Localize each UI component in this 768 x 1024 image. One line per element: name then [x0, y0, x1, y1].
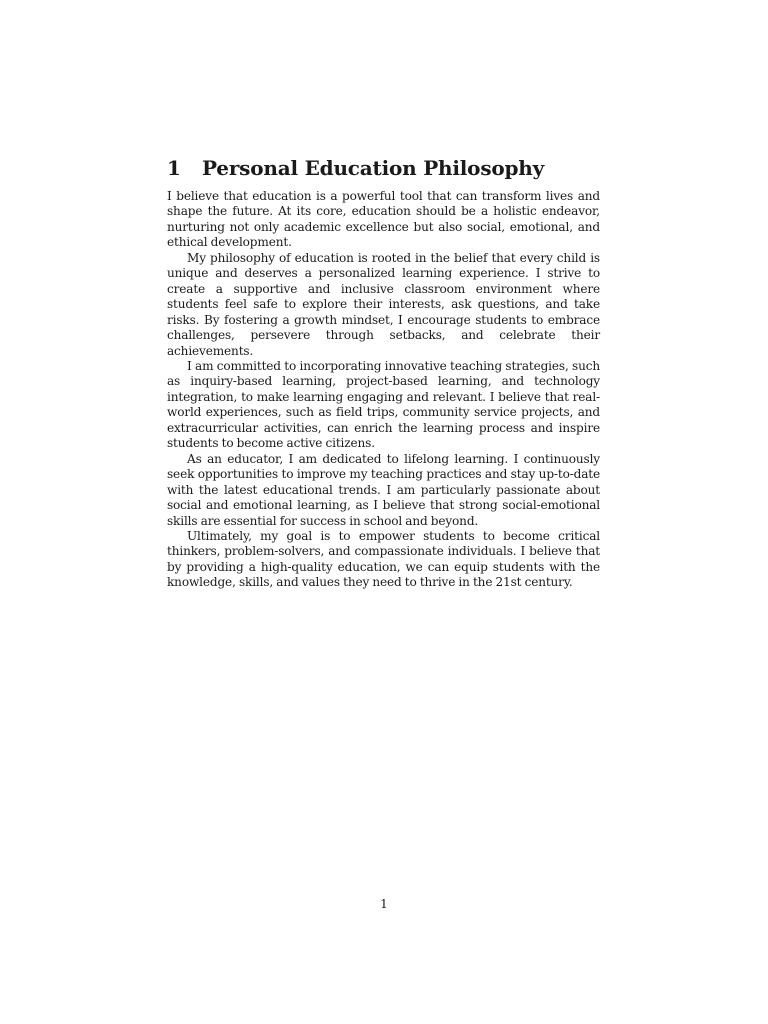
paragraph-goal: Ultimately, my goal is to empower students to become critical thinkers, problem-solvers, and compassionate individuals. I believe that by providing a high-quality education, we can equip students with the knowledge, skills, and values they need to thrive in the 21st century. — [167, 528, 600, 590]
body-text — [167, 189, 600, 591]
page-number: 1 — [380, 897, 388, 911]
paragraph-intro: I believe that education is a powerful tool that can transform lives and shape the future. At its core, education should be a holistic endeavor, nurturing not only academic excellence but also social, emotional, and ethical development. — [167, 189, 600, 250]
paragraph-lifelong-learning: As an educator, I am dedicated to lifelong learning. I continuously seek opportunities to improve my teaching practices and stay up-to-date with the latest educational trends. I am particularly passionate about social and emotional learning, as I believe that strong social-emotional skills are essential for success in school and beyond. — [167, 451, 600, 528]
paragraph-teaching-strategies: I am committed to incorporating innovative teaching strategies, such as inquiry-based learning, project-based learning, and technology integration, to make learning engaging and relevant. I believe that real-world experiences, such as field trips, community service projects, and extracurricular activities, can enrich the learning process and inspire students to become active citizens. — [167, 358, 600, 451]
section-title: Personal Education Philosophy — [202, 156, 545, 180]
section-number: 1 — [167, 156, 181, 180]
section-heading — [167, 154, 544, 182]
paragraph-personalized-learning: My philosophy of education is rooted in the belief that every child is unique and deserves a personalized learning experience. I strive to create a supportive and inclusive classroom environment where students feel safe to explore their interests, ask questions, and take risks. By fostering a growth mindset, I encourage students to embrace challenges, persevere through setbacks, and celebrate their achievements. — [167, 250, 600, 358]
